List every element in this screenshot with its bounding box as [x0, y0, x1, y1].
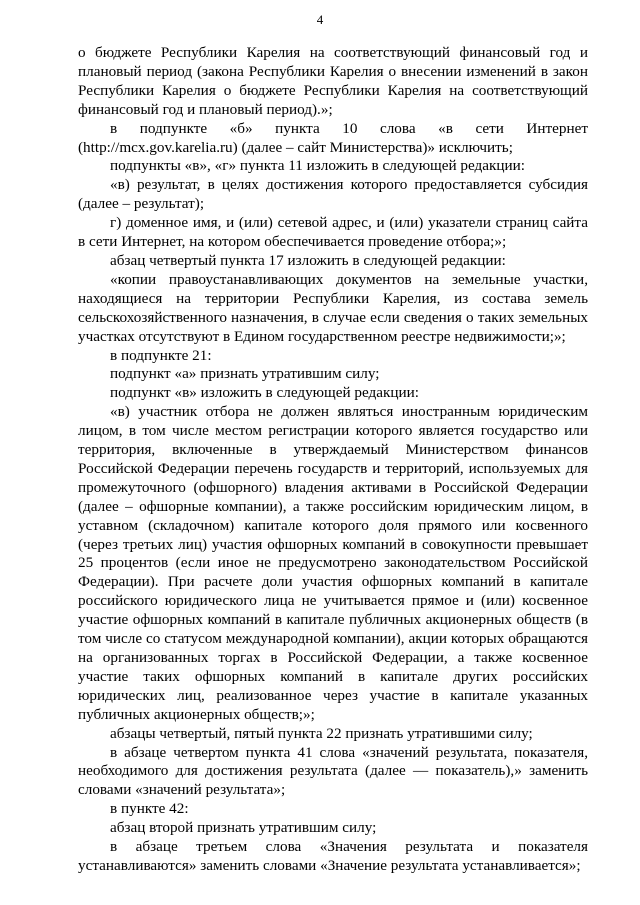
paragraph-16: в абзаце третьем слова «Значения результата и показателя устанавливаются» заменить словами «Значение результата устанавливается»; — [78, 838, 588, 874]
page-number: 4 — [316, 12, 324, 27]
document-body — [78, 44, 588, 876]
paragraph-14: в пункте 42: — [110, 800, 189, 818]
paragraph-12: абзацы четвертый, пятый пункта 22 признать утратившими силу; — [110, 724, 533, 742]
paragraph-1: о бюджете Республики Карелия на соответствующий финансовый год и плановый период (закона Республики Карелия о внесении изменений в закон Республики Карелия о бюджете Республики Карелия на соответствующий финансовый год и плановый период).»; — [78, 44, 588, 118]
paragraph-3: подпункты «в», «г» пункта 11 изложить в следующей редакции: — [110, 157, 525, 175]
paragraph-11: «в) участник отбора не должен являться иностранным юридическим лицом, в том числе местом регистрации которого является государство или территория, включенные в утверждаемый Министерством финансов Российской Федерации перечень государств и территорий, используемых для промежуточного (офшорного) владения активами в Российской Федерации (далее – офшорные компании), а также российским юридическим лицом, в уставном (складочном) капитале которого доля прямого или косвенного (через третьих лиц) участия офшорных компаний в совокупности превышает 25 процентов (если иное не предусмотрено законодательством Российской Федерации). При расчете доли участия офшорных компаний в капитале российского юридического лица не учитывается прямое и (или) косвенное участие офшорных компаний в капитале публичных акционерных обществ (в том числе со статусом международной компании), акции которых обращаются на организованных торгах в Российской Федерации, а также косвенное участие таких офшорных компаний в капитале других российских юридических лиц, реализованное через участие в капитале указанных публичных акционерных обществ;»; — [78, 403, 588, 723]
paragraph-15: абзац второй признать утратившим силу; — [110, 819, 377, 837]
paragraph-10: подпункт «в» изложить в следующей редакции: — [110, 384, 419, 402]
paragraph-13: в абзаце четвертом пункта 41 слова «значений результата, показателя, необходимого для достижения результата (далее — показатель),» заменить словами «значений результата»; — [78, 743, 588, 799]
paragraph-4: «в) результат, в целях достижения которого предоставляется субсидия (далее – результат); — [78, 176, 588, 213]
paragraph-5: г) доменное имя, и (или) сетевой адрес, и (или) указатели страниц сайта в сети Интернет, на котором обеспечивается проведение отбора;»; — [78, 214, 588, 251]
paragraph-7: «копии правоустанавливающих документов на земельные участки, находящиеся на территории Республики Карелия, из состава земель сельскохозяйственного назначения, в случае если сведения о таких земельных участках отсутствуют в Едином государственном реестре недвижимости;»; — [78, 270, 588, 345]
paragraph-6: абзац четвертый пункта 17 изложить в следующей редакции: — [110, 251, 506, 269]
paragraph-2: в подпункте «б» пункта 10 слова «в сети Интернет (http://mcx.gov.karelia.ru) (далее – сайт Министерства)» исключить; — [78, 119, 588, 156]
paragraph-8: в подпункте 21: — [110, 346, 212, 364]
paragraph-9: подпункт «а» признать утратившим силу; — [110, 365, 380, 383]
